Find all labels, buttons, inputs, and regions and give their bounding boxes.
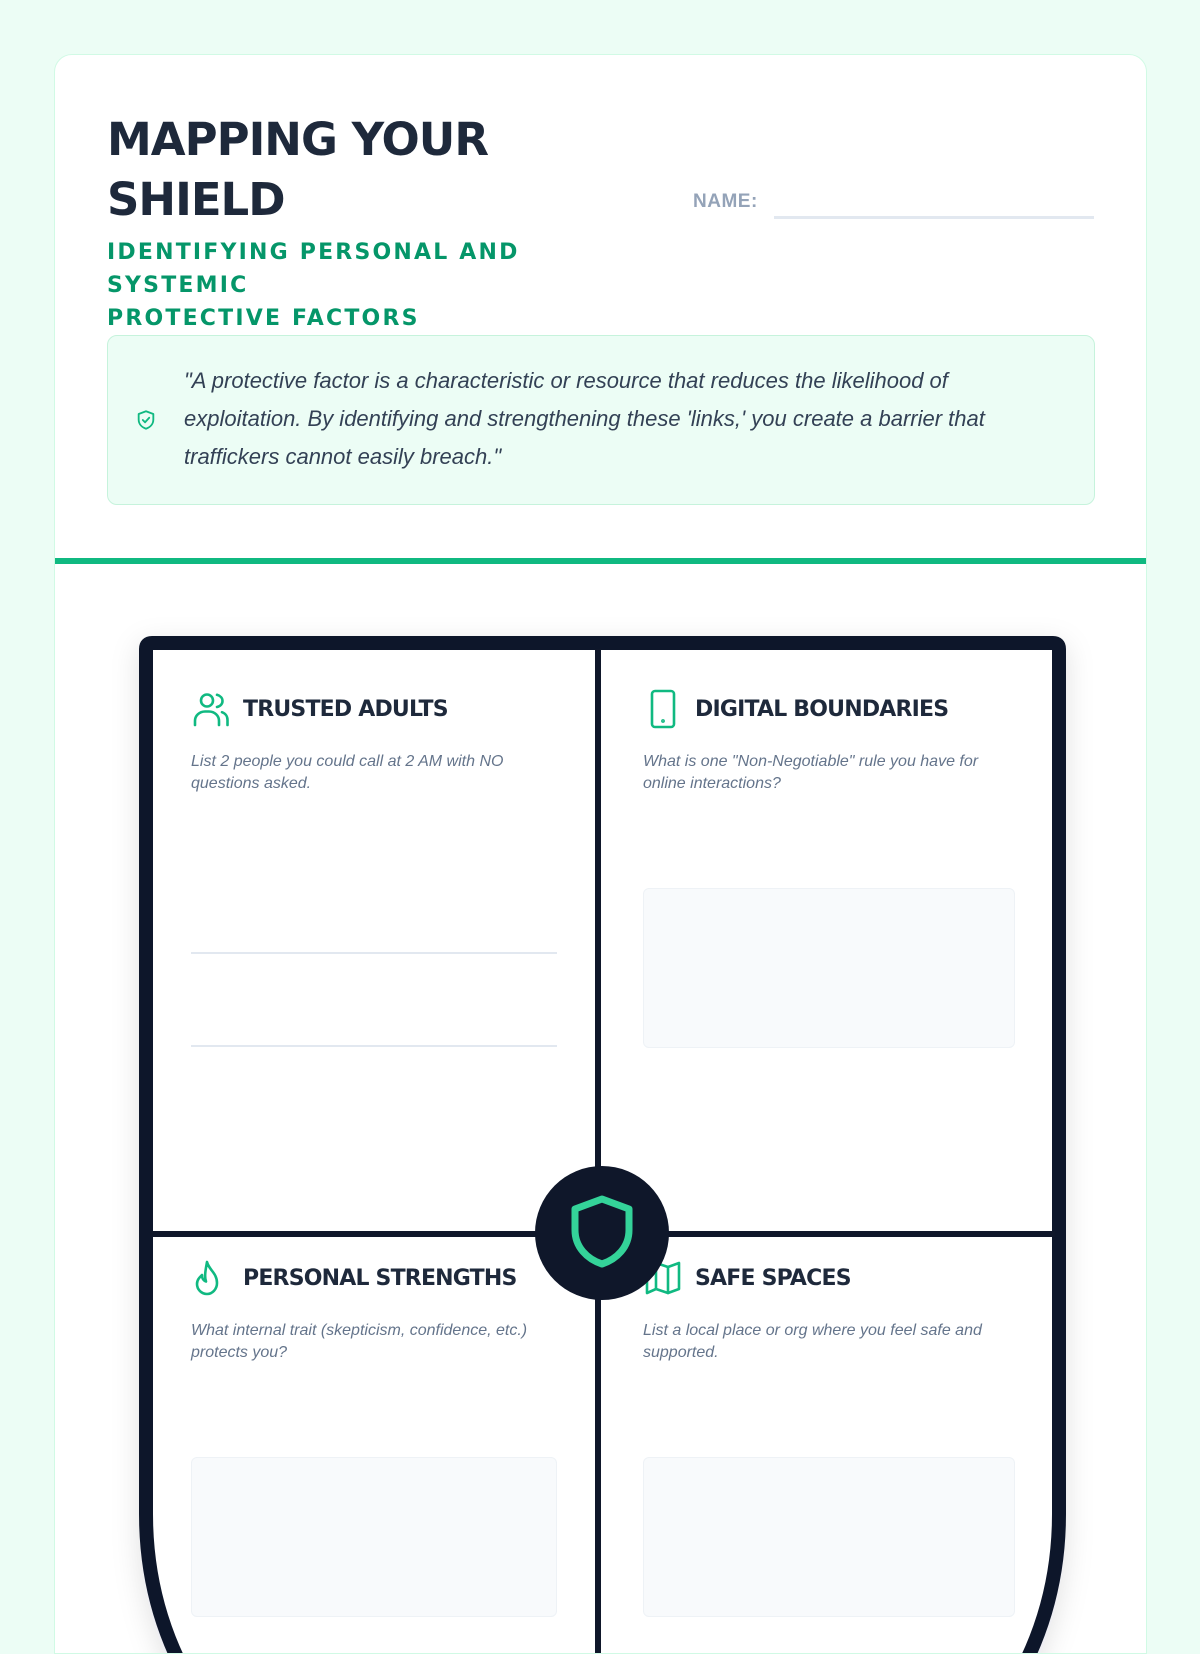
quadrant-safe-spaces (643, 1258, 1023, 1364)
flame-icon (191, 1258, 231, 1298)
quadrant-prompt: What internal trait (skepticism, confidence, etc.) protects you? (191, 1322, 528, 1361)
answer-box[interactable] (643, 888, 1015, 1048)
quadrant-personal-strengths (191, 1258, 561, 1364)
page-title (107, 110, 667, 230)
shield-icon (535, 1166, 669, 1300)
users-icon (191, 689, 231, 729)
quadrant-prompt: What is one "Non-Negotiable" rule you have for online interactions? (643, 753, 979, 792)
quadrant-digital-boundaries (643, 689, 1023, 795)
title-line-2: SHIELD (107, 173, 285, 226)
quadrant-prompt: List a local place or org where you feel safe and supported. (643, 1322, 982, 1361)
quadrant-prompt: List 2 people you could call at 2 AM with NO questions asked. (191, 753, 504, 792)
quadrant-title: SAFE SPACES (695, 1265, 851, 1291)
quadrant-title: PERSONAL STRENGTHS (243, 1265, 517, 1291)
subtitle-line-1: IDENTIFYING PERSONAL AND SYSTEMIC (107, 240, 520, 298)
quadrant-title: TRUSTED ADULTS (243, 696, 448, 722)
name-input-line[interactable] (774, 216, 1094, 219)
quadrant-title: DIGITAL BOUNDARIES (695, 696, 949, 722)
smartphone-icon (643, 689, 683, 729)
answer-box[interactable] (643, 1457, 1015, 1617)
answer-box[interactable] (191, 1457, 557, 1617)
center-shield-badge (535, 1166, 669, 1300)
title-line-1: MAPPING YOUR (107, 113, 489, 166)
subtitle-line-2: PROTECTIVE FACTORS (107, 306, 420, 331)
name-label: NAME: (693, 191, 758, 212)
answer-line-1[interactable] (191, 952, 557, 954)
shield-check-icon (135, 409, 157, 431)
definition-quote: "A protective factor is a characteristic or resource that reduces the likelihood of exploitation. By identifying and strengthening these 'links,' you create a barrier that traffickers cannot easily breach." (184, 368, 985, 469)
shield-map (55, 564, 1147, 1654)
name-field[interactable] (693, 185, 1095, 225)
answer-line-2[interactable] (191, 1045, 557, 1047)
definition-callout (107, 335, 1095, 505)
quadrant-trusted-adults (191, 689, 561, 795)
page-subtitle (107, 236, 667, 335)
worksheet (54, 54, 1147, 1654)
header (107, 110, 667, 335)
